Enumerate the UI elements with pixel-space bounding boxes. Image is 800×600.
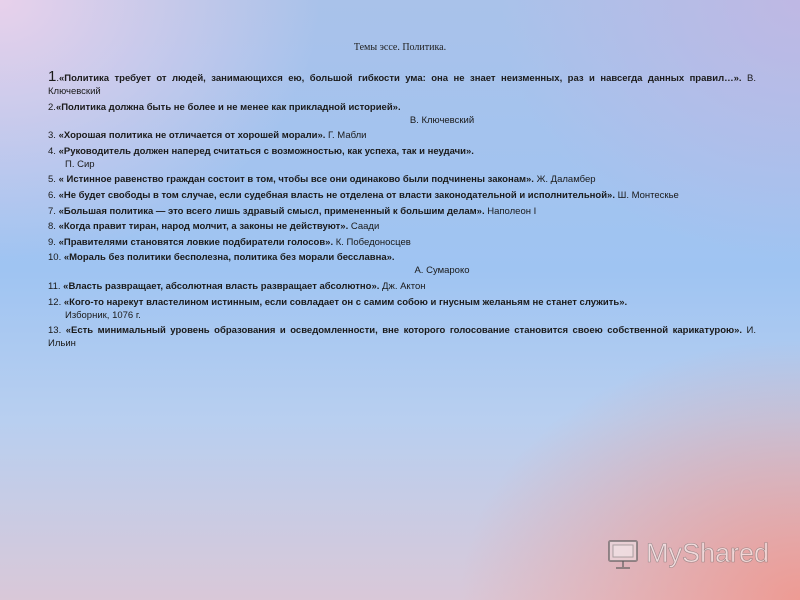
item-author: Дж. Актон (382, 280, 426, 292)
item-author: Ш. Монтескье (617, 189, 679, 201)
item-author: Изборник, 1076 г. (65, 309, 141, 321)
slide-title: Темы эссе. Политика. (353, 42, 447, 53)
item-number: 10 (48, 252, 59, 264)
item-quote: «Мораль без политики бесполезна, политика без морали бесславна». (63, 252, 395, 264)
item-author: Г. Мабли (328, 130, 367, 142)
item-quote: «Не будет свободы в том случае, если судебная власть не отделена от власти законодательной и исполнительной». (58, 189, 615, 201)
item-quote: «Власть развращает, абсолютная власть развращает абсолютно». (63, 280, 380, 292)
item-number: 13 (48, 325, 59, 337)
item-author: П. Сир (65, 158, 95, 170)
watermark-logo (606, 536, 770, 572)
item-author: И. Ильин (48, 325, 757, 350)
list-item: 6. «Не будет свободы в том случае, если судебная власть не отделена от власти законодательной и исполнительной». Ш. Монтескье (48, 189, 679, 201)
item-quote: «Хорошая политика не отличается от хорошей морали». (58, 130, 326, 142)
item-quote: «Большая политика — это всего лишь здравый смысл, примененный к большим делам». (58, 205, 485, 217)
logo-text: MyShared (646, 538, 770, 568)
list-item: 8. «Когда правит тиран, народ молчит, а законы не действуют». Саади (48, 221, 380, 233)
list-item: 4. «Руководитель должен наперед считаться с возможностью, как успеха, так и неудачи». П. Сир (48, 145, 756, 171)
item-number: 6 (48, 189, 54, 201)
item-author: В. Ключевский (409, 114, 475, 126)
item-quote: «Руководитель должен наперед считаться с возможностью, как успеха, так и неудачи». (58, 145, 474, 157)
item-author: Наполеон I (487, 205, 537, 217)
item-number: 5 (48, 174, 54, 186)
list-item: 1.«Политика требует от людей, занимающихся ею, большой гибкости ума: она не знает неизменных, раз и навсегда данных правил…». В. Ключевский (48, 68, 756, 97)
list-item: 10. «Мораль без политики бесполезна, политика без морали бесславна». А. Сумароко (48, 251, 756, 277)
item-number: 11 (48, 280, 58, 292)
item-number: 9 (48, 236, 54, 248)
projector-screen-icon (606, 538, 640, 570)
item-number: 8 (48, 221, 54, 233)
list-item: 12. «Кого-то нарекут властелином истинным, если совладает он с самим собою и гнусным желаньям не станет служить». Изборник, 1076 г. (48, 296, 756, 322)
item-author: Ж. Даламбер (536, 174, 596, 186)
list-item: 13. «Есть минимальный уровень образования и осведомленности, вне которого голосование становится своею собственной карикатурою». И. Ильин (48, 325, 757, 350)
item-author: В. Ключевский (48, 73, 756, 97)
list-item: 2.«Политика должна быть не более и не менее как прикладной историей». В. Ключевский (48, 101, 756, 127)
item-author: К. Победоносцев (335, 236, 411, 248)
item-quote: «Политика должна быть не более и не менее как прикладной историей». (55, 101, 401, 113)
list-item: 3. «Хорошая политика не отличается от хорошей морали». Г. Мабли (48, 130, 367, 142)
item-number: 2 (48, 101, 54, 113)
item-quote: «Когда правит тиран, народ молчит, а законы не действуют». (58, 221, 349, 233)
item-number: 7 (48, 205, 54, 217)
essay-topics-list (48, 70, 756, 353)
item-number: 3 (48, 130, 54, 142)
item-quote: «Политика требует от людей, занимающихся ею, большой гибкости ума: она не знает неизменных, раз и навсегда данных правил…». (58, 73, 742, 84)
item-author: А. Сумароко (414, 265, 470, 277)
item-author: Саади (350, 221, 380, 233)
item-quote: «Есть минимальный уровень образования и осведомленности, вне которого голосование становится своею собственной карикатурою». (65, 325, 743, 337)
list-item: 9. «Правителями становятся ловкие подбиратели голосов». К. Победоносцев (48, 236, 411, 248)
list-item: 11. «Власть развращает, абсолютная власть развращает абсолютно». Дж. Актон (48, 280, 426, 292)
item-quote: «Кого-то нарекут властелином истинным, если совладает он с самим собою и гнусным желаньям не станет служить». (63, 296, 628, 308)
list-item: 7. «Большая политика — это всего лишь здравый смысл, примененный к большим делам». Наполеон I (48, 205, 537, 217)
list-item: 5. « Истинное равенство граждан состоит в том, чтобы все они одинаково были подчинены законам». Ж. Даламбер (48, 174, 596, 186)
item-number: 4 (48, 145, 54, 157)
item-quote: « Истинное равенство граждан состоит в том, чтобы все они одинаково были подчинены законам». (58, 174, 534, 186)
item-number: 12 (48, 296, 59, 308)
item-number: 1 (48, 68, 57, 85)
item-quote: «Правителями становятся ловкие подбиратели голосов». (58, 236, 334, 248)
